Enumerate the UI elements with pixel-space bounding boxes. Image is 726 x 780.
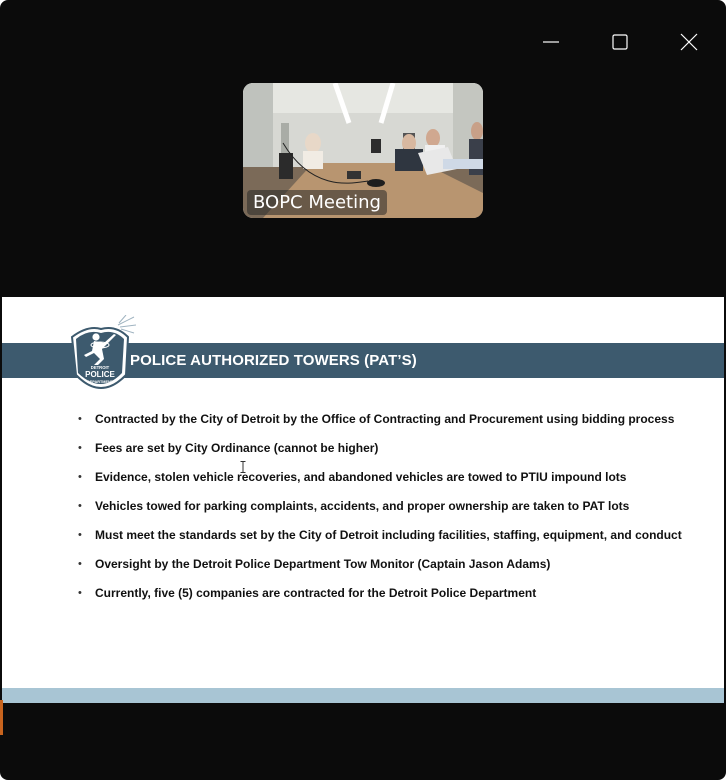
- logo-text-department: DEPARTMENT: [86, 380, 114, 384]
- presentation-slide: [2, 297, 724, 688]
- participant-name-label: BOPC Meeting: [247, 190, 387, 215]
- close-button[interactable]: [671, 24, 707, 60]
- bullet-item: • Evidence, stolen vehicle recoveries, and abandoned vehicles are towed to PTIU impound lots: [78, 470, 682, 499]
- bullet-item: • Must meet the standards set by the City of Detroit including facilities, staffing, equipment, and conduct: [78, 528, 682, 557]
- edge-accent: [0, 700, 3, 735]
- bullet-list: [78, 412, 682, 615]
- participant-video-tile[interactable]: [243, 83, 483, 218]
- slide-footer-band: [2, 688, 724, 703]
- maximize-icon: [611, 33, 629, 51]
- maximize-button[interactable]: [602, 24, 638, 60]
- bullet-item: • Currently, five (5) companies are contracted for the Detroit Police Department: [78, 586, 682, 615]
- bullet-item: • Fees are set by City Ordinance (cannot be higher): [78, 441, 682, 470]
- logo-text-detroit: DETROIT: [90, 365, 110, 370]
- logo-text-police: POLICE: [85, 370, 115, 379]
- minimize-icon: [542, 33, 560, 51]
- slide-title: POLICE AUTHORIZED TOWERS (PAT’S): [130, 352, 417, 369]
- text-cursor-icon: [240, 461, 246, 473]
- close-icon: [680, 33, 698, 51]
- bullet-item: • Contracted by the City of Detroit by the Office of Contracting and Procurement using bidding process: [78, 412, 682, 441]
- detroit-police-logo: [66, 315, 136, 399]
- bullet-item: • Vehicles towed for parking complaints, accidents, and proper ownership are taken to PAT lots: [78, 499, 682, 528]
- minimize-button[interactable]: [533, 24, 569, 60]
- bullet-item: • Oversight by the Detroit Police Department Tow Monitor (Captain Jason Adams): [78, 557, 682, 586]
